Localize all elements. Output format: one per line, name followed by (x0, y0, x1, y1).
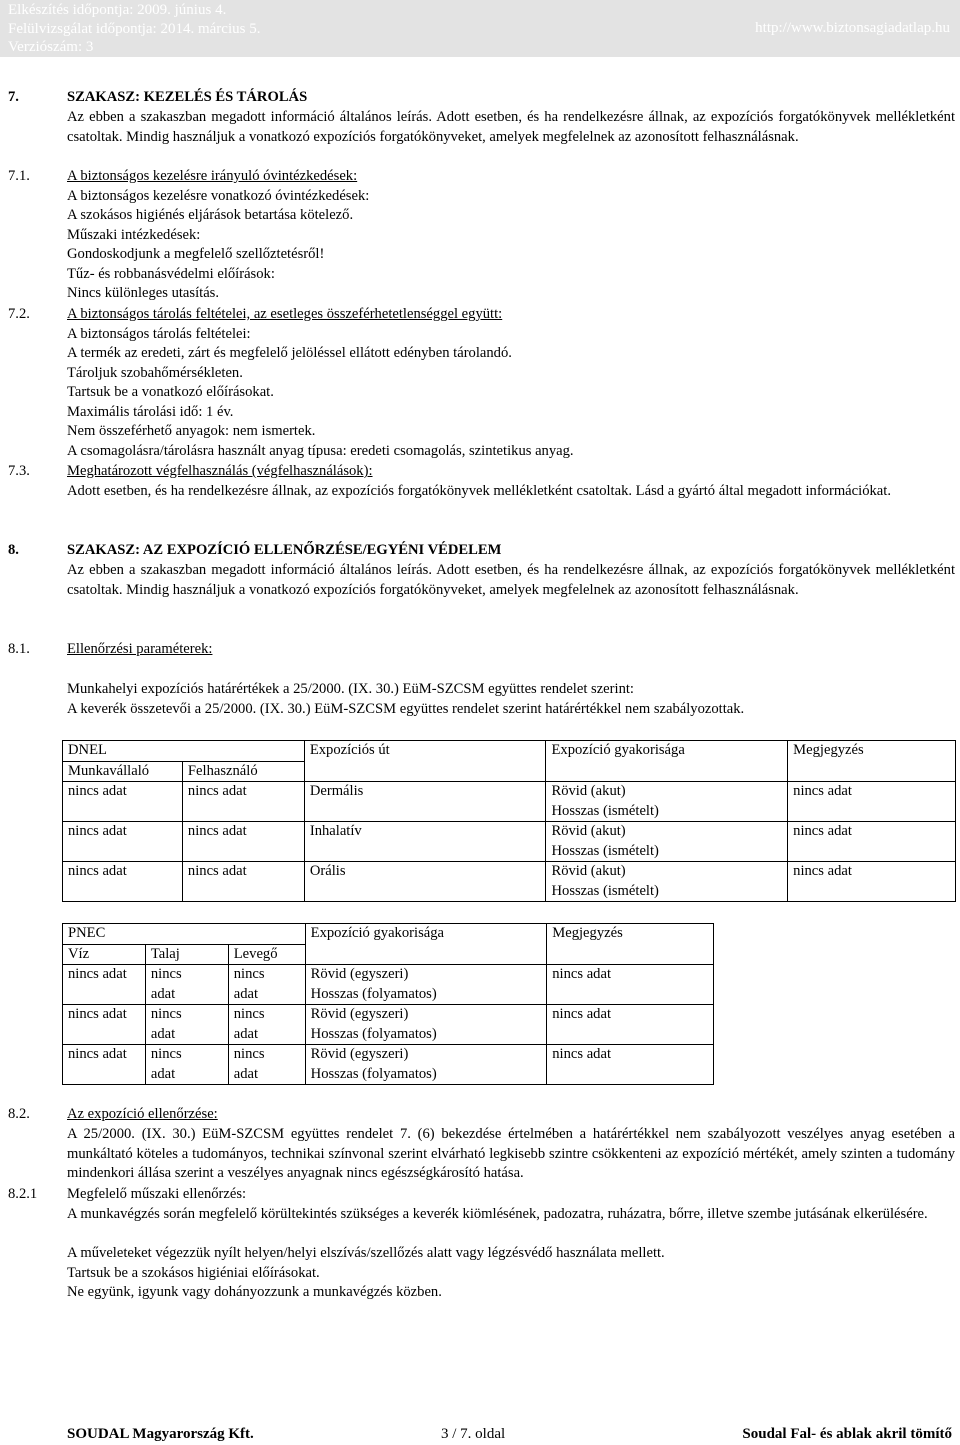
subsection-title: A biztonságos kezelésre irányuló óvintézkedések: (67, 168, 358, 184)
text-line: Tartsuk be a szokásos higiéniai előírásokat. (67, 1264, 320, 1281)
text-line: Tároljuk szobahőmérsékleten. (67, 364, 243, 381)
table-cell: nincs adat (63, 1005, 146, 1045)
text-line: Tartsuk be a vonatkozó előírásokat. (67, 384, 274, 400)
subsection-number: 8.2.1 (8, 1186, 38, 1202)
text-line: Nincs különleges utasítás. (67, 285, 219, 301)
subsection-7-3-title (67, 462, 373, 482)
table-cell: nincs adat (547, 1005, 714, 1045)
table-subheader-row (63, 761, 956, 782)
footer-page-number: 3 / 7. oldal (441, 1426, 506, 1442)
subsection-8-2-1-text: A munkavégzés során megfelelő körültekintés szükséges a keverék kiömlésének, padozatra, ruházatra, bőrre, illetve szembe jutásának elkerülésére. (67, 1206, 928, 1222)
section-number: 8. (8, 542, 19, 558)
text-line: Gondoskodjunk a megfelelő szellőztetésről! (67, 246, 325, 262)
table-header-cell: Víz (63, 944, 146, 965)
table-cell: Orális (304, 862, 546, 902)
table-header-cell: Expozíciós út (304, 741, 546, 762)
subsection-number: 8.2. (8, 1106, 30, 1122)
table-cell: nincs adat (228, 1045, 305, 1085)
text-line: A szokásos higiénés eljárások betartása kötelező. (67, 207, 354, 223)
table-header-cell: Expozíció gyakorisága (305, 924, 547, 945)
section-7-heading (8, 88, 308, 108)
subsection-number: 8.1. (8, 641, 30, 657)
table-cell: Inhalatív (304, 822, 546, 862)
table-row (63, 1045, 714, 1085)
table-header-cell: Felhasználó (182, 761, 304, 782)
text-line: Nem összeférhető anyagok: nem ismertek. (67, 423, 316, 439)
subsection-title: Az expozíció ellenőrzése: (67, 1106, 218, 1122)
table-cell: nincs adat (547, 965, 714, 1005)
table-header-row (63, 741, 956, 762)
table-cell: nincs adat (63, 965, 146, 1005)
table-header-cell: Talaj (145, 944, 228, 965)
version: Verziószám: 3 (8, 39, 94, 55)
table-cell: nincs adat (63, 822, 183, 862)
table-header-cell: Expozíció gyakorisága (546, 741, 788, 762)
table-cell: nincs adat (63, 782, 183, 822)
subsection-number: 7.2. (8, 306, 30, 322)
table-cell: Rövid (akut) Hosszas (ismételt) (546, 862, 788, 902)
section-7-intro: Az ebben a szakaszban megadott információ általános leírás. Adott esetben, és ha rendelkezésre állnak, az expozíciós forgatókönyvek mellékletként csatoltak. Mindig használjuk a vonatkozó expozíciós forgatókönyveket, amelyek megfelelnek az azonosított felhasználásnak. (67, 109, 955, 145)
table-cell: nincs adat (788, 822, 956, 862)
table-row (63, 965, 714, 1005)
table-header-cell: Munkavállaló (63, 761, 183, 782)
table-header-cell: Megjegyzés (788, 741, 956, 762)
subsection-title: Ellenőrzési paraméterek: (67, 641, 213, 657)
footer-product: Soudal Fal- és ablak akril tömítő (742, 1426, 952, 1442)
subsection-title: Megfelelő műszaki ellenőrzés: (67, 1186, 247, 1202)
text-line: Tűz- és robbanásvédelmi előírások: (67, 265, 275, 282)
revised-date: Felülvizsgálat időpontja: 2014. március 5. (8, 20, 261, 37)
limit-values-line: Munkahelyi expozíciós határértékek a 25/2000. (IX. 30.) EüM-SZCSM együttes rendelet szerint: (67, 681, 634, 697)
table-row (63, 822, 956, 862)
table-cell: Dermális (304, 782, 546, 822)
dnel-table (62, 740, 956, 902)
page-header (0, 0, 960, 57)
table-cell: nincs adat (145, 965, 228, 1005)
table-cell: nincs adat (788, 782, 956, 822)
subsection-7-3-text: Adott esetben, és ha rendelkezésre állnak, az expozíciós forgatókönyvek mellékletként csatoltak. Lásd a gyártó által megadott információkat. (67, 483, 891, 499)
table-header-cell: PNEC (63, 924, 306, 945)
table-cell: nincs adat (145, 1005, 228, 1045)
table-cell: nincs adat (182, 782, 304, 822)
table-header-cell: Levegő (228, 944, 305, 965)
table-cell: nincs adat (182, 862, 304, 902)
table-header-cell: Megjegyzés (547, 924, 714, 945)
subsection-number: 7.3. (8, 463, 30, 479)
table-cell: Rövid (egyszeri) Hosszas (folyamatos) (305, 965, 547, 1005)
subsection-8-2-text: A 25/2000. (IX. 30.) EüM-SZCSM együttes rendelet 7. (6) bekezdése értelmében a határértékkel nem szabályozott veszélyes anyag esetében a munkáltató köteles a tudományos, technikai színvonal szerint elvárható legkisebb szintre csökkenteni az expozíció mértékét, amely szinten a tudomány mindenkori állása szerint a veszélyes anyagnak nincs egészségkárosító hatása. (67, 1126, 955, 1181)
subsection-number: 7.1. (8, 168, 30, 184)
table-row (63, 782, 956, 822)
section-8-heading (8, 541, 502, 561)
footer-company: SOUDAL Magyarország Kft. (67, 1426, 254, 1442)
table-subheader-row (63, 944, 714, 965)
table-cell: nincs adat (182, 822, 304, 862)
table-cell: nincs adat (228, 965, 305, 1005)
section-8-intro: Az ebben a szakaszban megadott információ általános leírás. Adott esetben, és ha rendelkezésre állnak, az expozíciós forgatókönyvek mellékletként csatoltak. Mindig használjuk a vonatkozó expozíciós forgatókönyveket, amelyek megfelelnek az azonosított felhasználásnak. (67, 562, 955, 598)
text-line: A csomagolásra/tárolásra használt anyag típusa: eredeti csomagolás, szintetikus anyag. (67, 442, 574, 459)
header-url[interactable]: http://www.biztonsagiadatlap.hu (755, 20, 950, 36)
table-cell: nincs adat (63, 862, 183, 902)
text-line: A biztonságos kezelésre vonatkozó óvintézkedések: (67, 187, 370, 204)
table-header-row (63, 924, 714, 945)
table-cell: Rövid (akut) Hosszas (ismételt) (546, 822, 788, 862)
limit-values-line: A keverék összetevői a 25/2000. (IX. 30.) EüM-SZCSM együttes rendelet szerint határértékkel nem szabályozottak. (67, 701, 745, 717)
table-row (63, 1005, 714, 1045)
subsection-8-2-1-lines (67, 1244, 665, 1303)
table-row (63, 862, 956, 902)
text-line: A biztonságos tárolás feltételei: (67, 325, 251, 342)
header-info (8, 1, 260, 57)
subsection-title: Meghatározott végfelhasználás (végfelhasználások): (67, 463, 373, 479)
table-cell: nincs adat (63, 1045, 146, 1085)
table-cell: Rövid (egyszeri) Hosszas (folyamatos) (305, 1005, 547, 1045)
text-line: Műszaki intézkedések: (67, 226, 201, 243)
text-line: A termék az eredeti, zárt és megfelelő jelöléssel ellátott edényben tárolandó. (67, 345, 512, 361)
text-line: Maximális tárolási idő: 1 év. (67, 403, 234, 420)
section-number: 7. (8, 89, 19, 105)
table-cell: nincs adat (547, 1045, 714, 1085)
table-cell: Rövid (akut) Hosszas (ismételt) (546, 782, 788, 822)
subsection-7-2 (67, 305, 574, 461)
prepared-date: Elkészítés időpontja: 2009. június 4. (8, 2, 227, 18)
subsection-7-1 (67, 167, 369, 304)
table-cell: Rövid (egyszeri) Hosszas (folyamatos) (305, 1045, 547, 1085)
section-title: SZAKASZ: KEZELÉS ÉS TÁROLÁS (67, 89, 308, 105)
text-line: A műveleteket végezzük nyílt helyen/helyi elszívás/szellőzés alatt vagy légzésvédő használata mellett. (67, 1245, 665, 1261)
table-cell: nincs adat (228, 1005, 305, 1045)
text-line: Ne együnk, igyunk vagy dohányozzunk a munkavégzés közben. (67, 1284, 442, 1300)
table-cell: nincs adat (145, 1045, 228, 1085)
pnec-table (62, 923, 714, 1085)
table-header-cell: DNEL (63, 741, 305, 762)
table-cell: nincs adat (788, 862, 956, 902)
section-title: SZAKASZ: AZ EXPOZÍCIÓ ELLENŐRZÉSE/EGYÉNI VÉDELEM (67, 542, 502, 558)
subsection-title: A biztonságos tárolás feltételei, az esetleges összeférhetetlenséggel együtt: (67, 306, 503, 322)
